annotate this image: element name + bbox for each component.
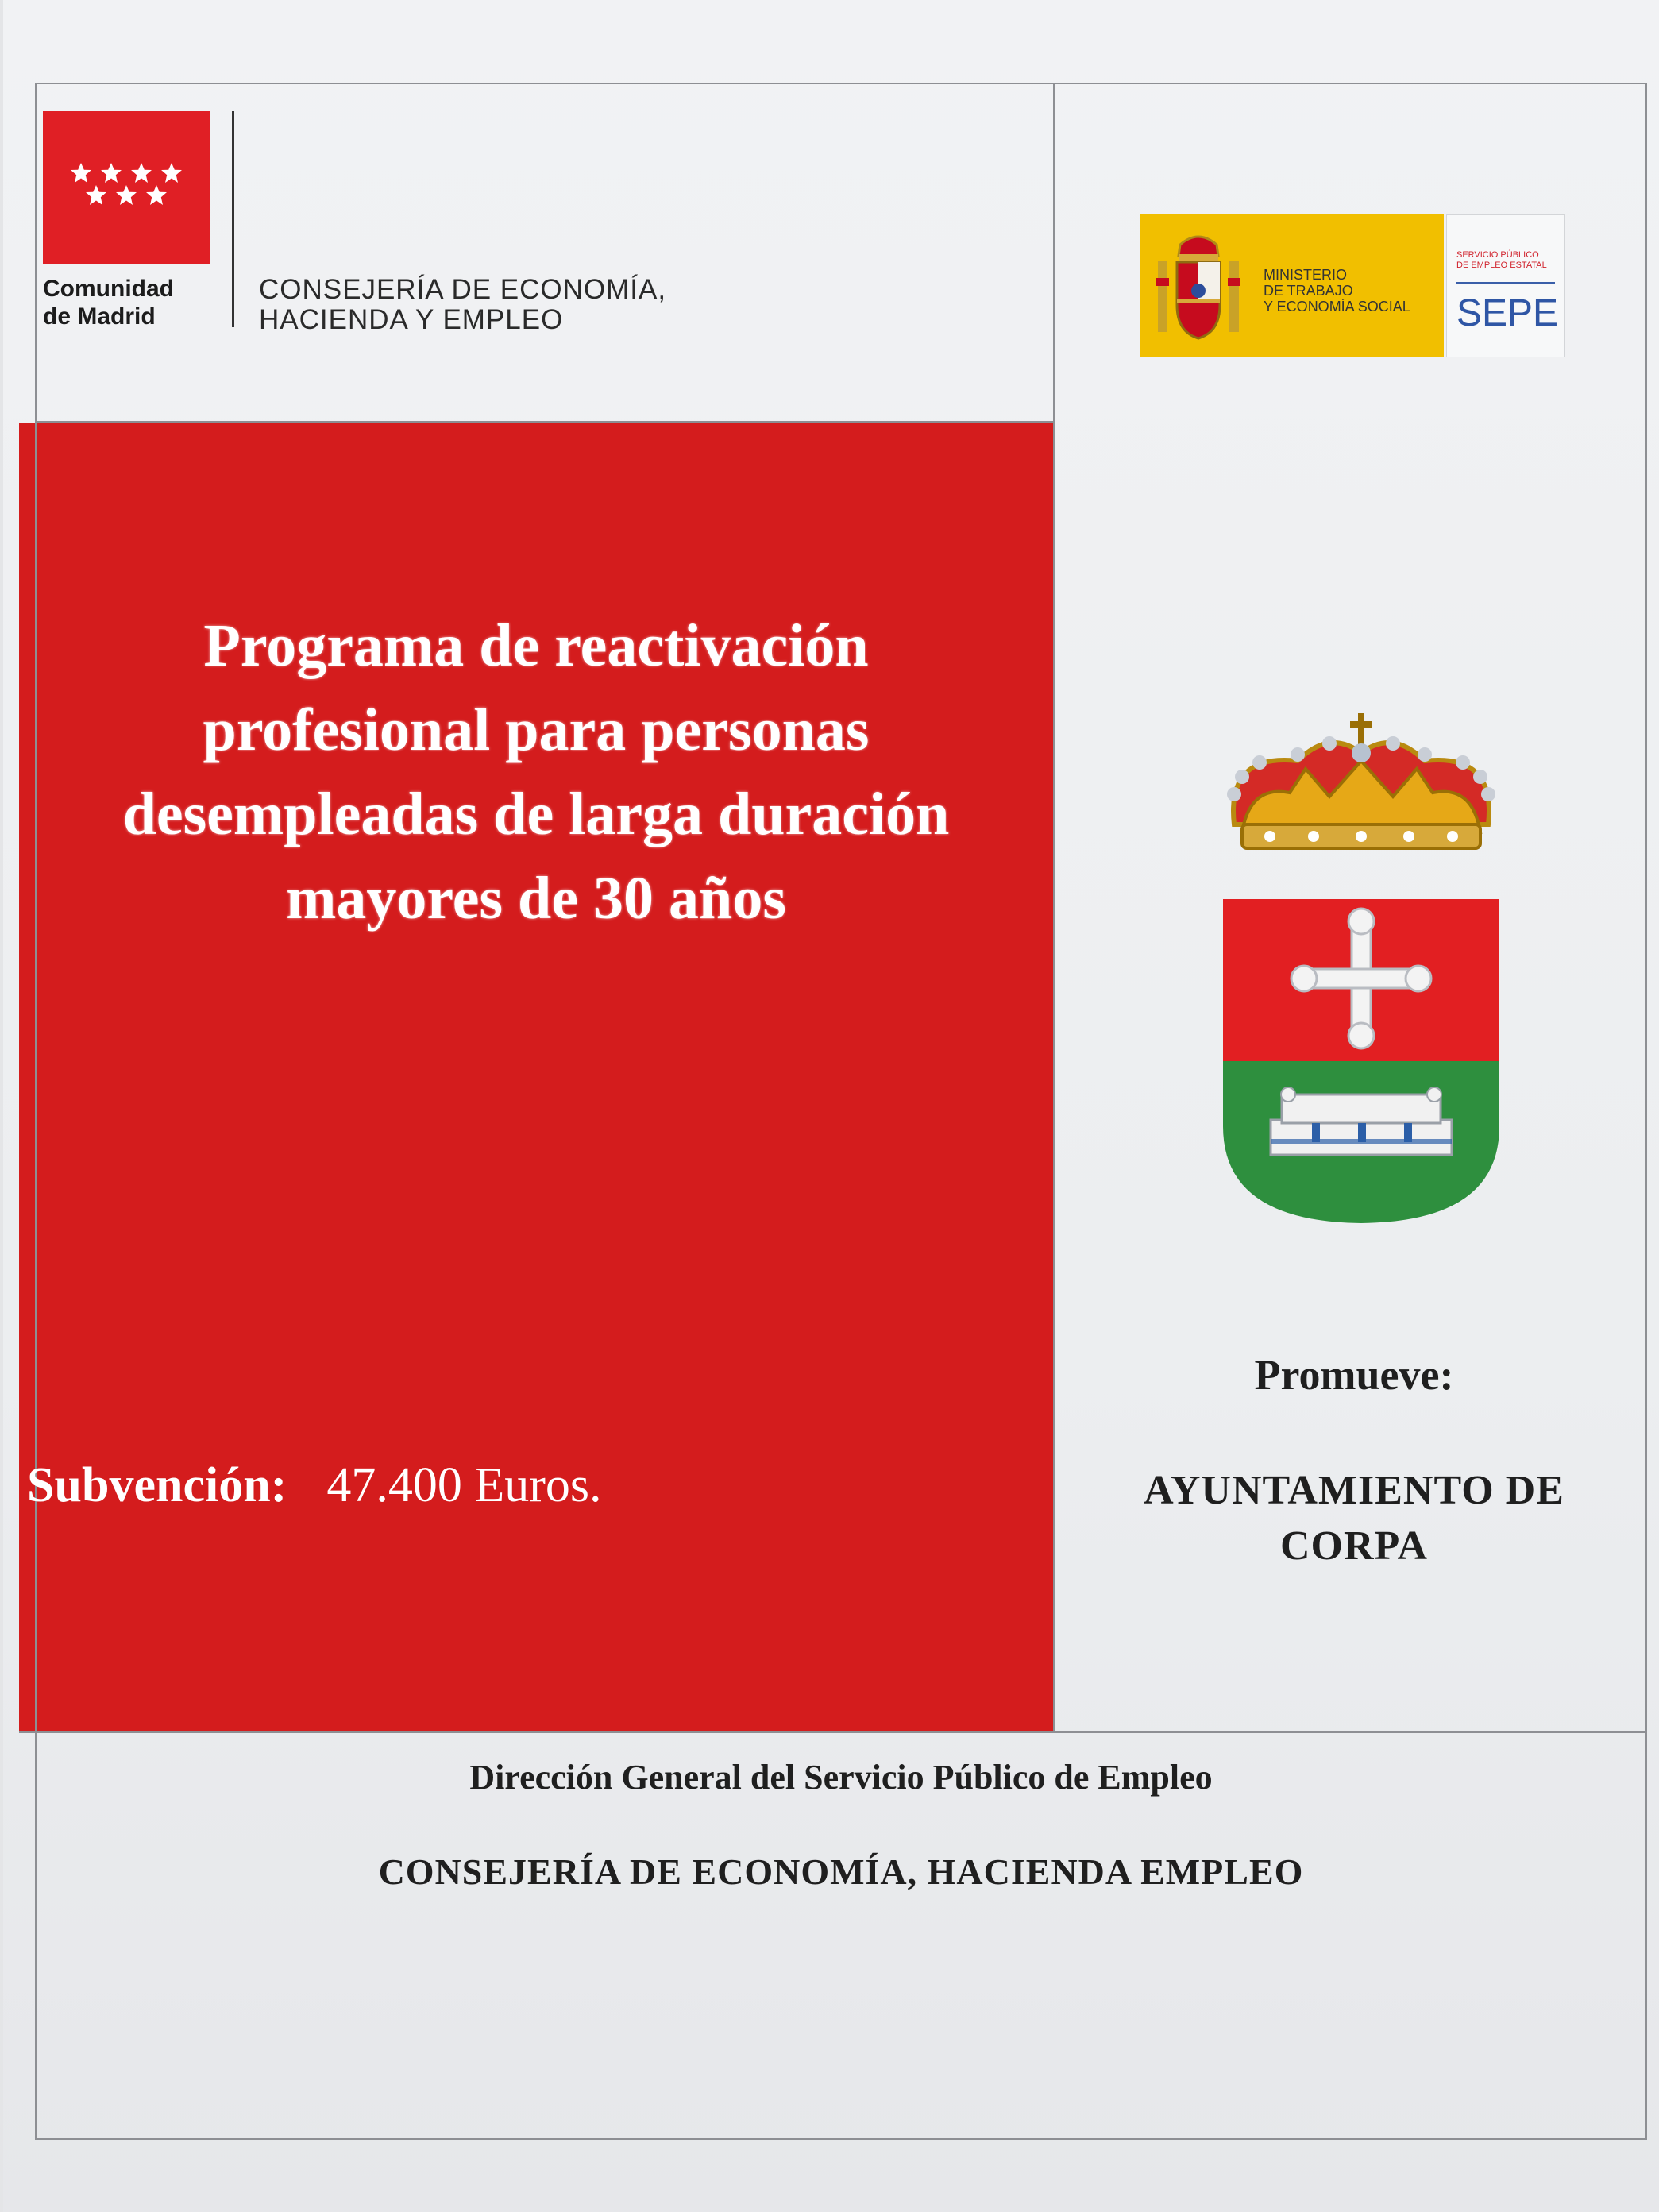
title-line-2: profesional para personas xyxy=(203,697,870,763)
seven-stars-icon xyxy=(59,156,194,219)
consejeria-line2: HACIENDA Y EMPLEO xyxy=(259,304,564,335)
madrid-logo-icon xyxy=(43,111,210,264)
promoter-line1: AYUNTAMIENTO DE xyxy=(1144,1468,1564,1513)
header-divider xyxy=(35,421,1055,423)
subvencion-amount: 47.400 Euros. xyxy=(326,1458,602,1512)
program-title xyxy=(19,604,1053,940)
region-name-line2: de Madrid xyxy=(43,303,156,330)
region-name-line1: Comunidad xyxy=(43,276,174,302)
consejeria-header xyxy=(259,275,666,335)
subvencion xyxy=(27,1457,601,1514)
ministerio-line2: DE TRABAJO xyxy=(1264,283,1353,299)
consejeria-line1: CONSEJERÍA DE ECONOMÍA, xyxy=(259,274,667,305)
title-line-1: Programa de reactivación xyxy=(203,612,869,679)
promoter-name xyxy=(1055,1463,1653,1574)
subvencion-label: Subvención: xyxy=(27,1458,287,1512)
ministerio-line1: MINISTERIO xyxy=(1264,267,1348,283)
sepe-name: SEPE xyxy=(1456,292,1559,334)
spain-coat-of-arms-icon xyxy=(1155,229,1242,344)
logo-divider xyxy=(232,111,234,327)
ministerio-banner xyxy=(1140,214,1444,357)
sepe-logo xyxy=(1446,214,1565,357)
ministerio-line3: Y ECONOMÍA SOCIAL xyxy=(1264,299,1410,315)
region-name xyxy=(43,275,218,330)
title-line-4: mayores de 30 años xyxy=(286,865,786,932)
ministerio-text xyxy=(1264,267,1410,315)
sepe-small-line1: SERVICIO PÚBLICO xyxy=(1456,250,1539,260)
sepe-small-line2: DE EMPLEO ESTATAL xyxy=(1456,261,1547,270)
corpa-coat-of-arms-icon xyxy=(1210,705,1512,1223)
promoter-line2: CORPA xyxy=(1279,1523,1428,1569)
direccion-general: Dirección General del Servicio Público de Empleo xyxy=(469,1758,1213,1797)
footer-divider xyxy=(19,1731,1647,1733)
consejeria-footer: CONSEJERÍA DE ECONOMÍA, HACIENDA EMPLEO xyxy=(378,1851,1304,1892)
ministerio-sepe-logo xyxy=(1140,214,1565,357)
poster-sheet xyxy=(3,0,1659,2212)
promueve-label: Promueve: xyxy=(1254,1351,1454,1399)
sepe-rule xyxy=(1456,282,1555,284)
title-line-3: desempleadas de larga duración xyxy=(122,781,950,847)
sepe-subtitle xyxy=(1456,250,1560,271)
